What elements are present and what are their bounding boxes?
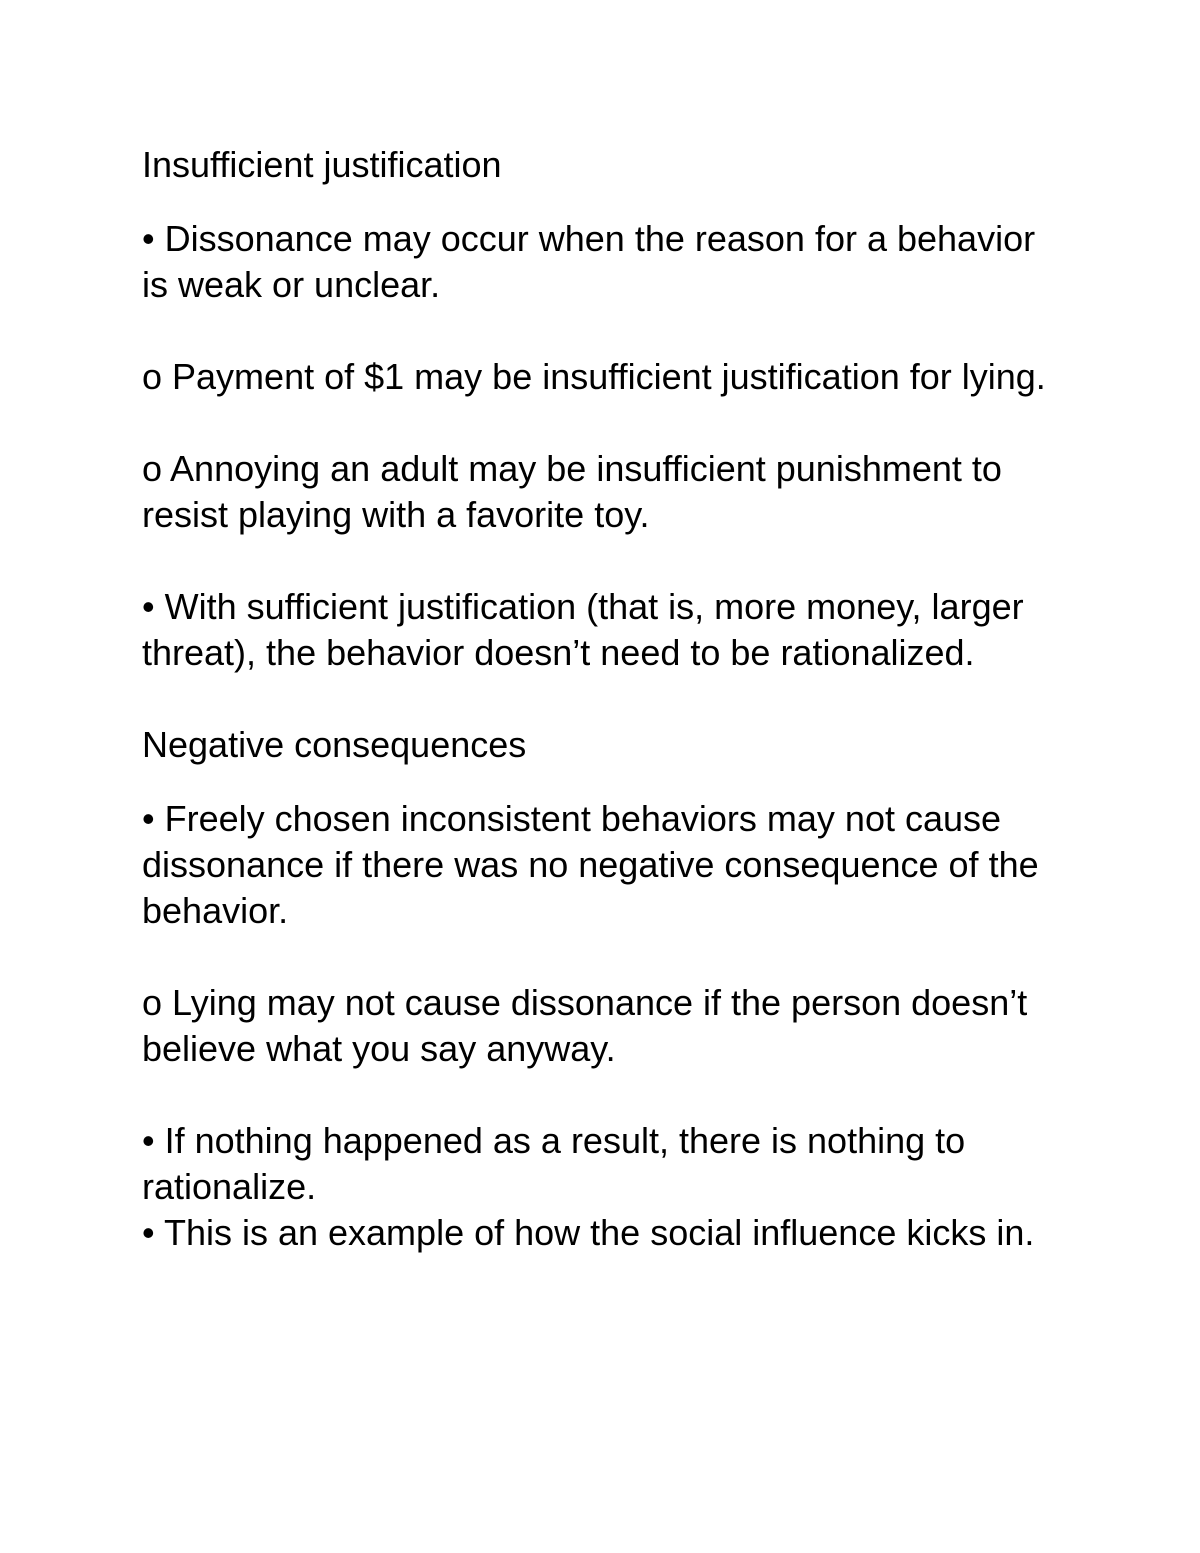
bullet-paragraph: • Dissonance may occur when the reason for a behavior is weak or unclear. [142, 218, 1036, 305]
section-heading: Insufficient justification [142, 144, 502, 185]
sub-bullet-paragraph: o Annoying an adult may be insufficient punishment to resist playing with a favorite toy. [142, 448, 1002, 535]
document-body [142, 142, 1062, 1256]
section-heading: Negative consequences [142, 724, 527, 765]
sub-bullet-paragraph: o Lying may not cause dissonance if the person doesn’t believe what you say anyway. [142, 982, 1028, 1069]
section-negative-consequences [142, 722, 1062, 1256]
bullet-paragraph: • This is an example of how the social influence kicks in. [142, 1212, 1035, 1253]
section-insufficient-justification [142, 142, 1062, 676]
sub-bullet-paragraph: o Payment of $1 may be insufficient justification for lying. [142, 356, 1046, 397]
bullet-paragraph: • Freely chosen inconsistent behaviors may not cause dissonance if there was no negative consequence of the behavior. [142, 798, 1039, 931]
bullet-paragraph: • If nothing happened as a result, there is nothing to rationalize. [142, 1120, 966, 1207]
bullet-paragraph: • With sufficient justification (that is, more money, larger threat), the behavior doesn’t need to be rationalized. [142, 586, 1024, 673]
